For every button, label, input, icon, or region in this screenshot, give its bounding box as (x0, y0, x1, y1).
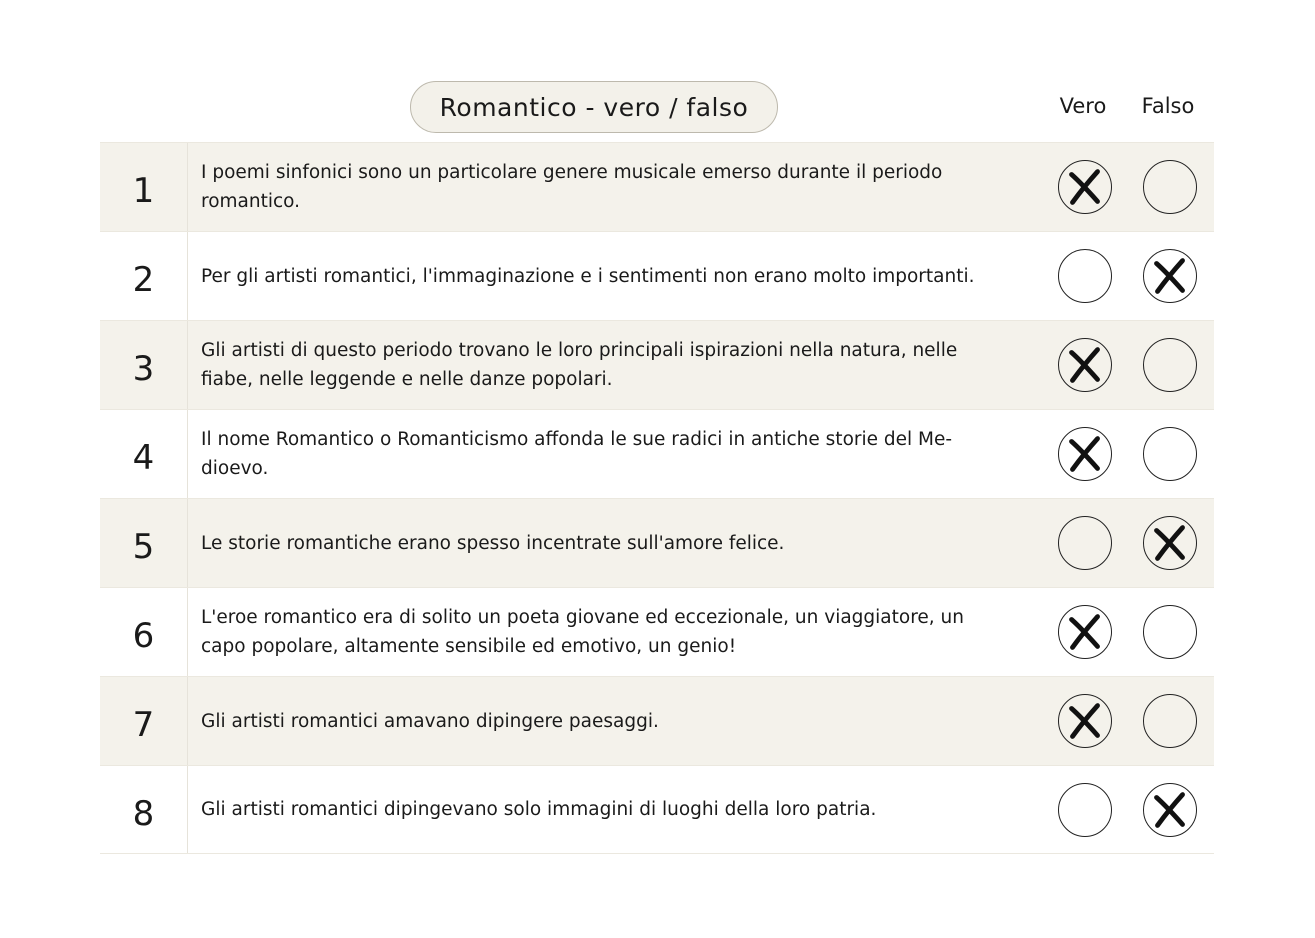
row-number: 5 (100, 499, 188, 587)
statement-text: Per gli artisti romantici, l'immaginazione e i sentimenti non erano molto importanti. (201, 265, 975, 287)
row-number: 4 (100, 410, 188, 498)
x-mark-icon (1144, 784, 1196, 836)
quiz-row (100, 231, 1214, 320)
x-mark-icon (1059, 339, 1111, 391)
vero-option[interactable] (1058, 160, 1112, 214)
vero-option[interactable] (1058, 338, 1112, 392)
falso-option[interactable] (1143, 160, 1197, 214)
falso-option[interactable] (1143, 605, 1197, 659)
page-title: Romantico - vero / falso (410, 81, 778, 133)
quiz-row (100, 765, 1214, 854)
vero-option[interactable] (1058, 694, 1112, 748)
quiz-row (100, 142, 1214, 231)
falso-option[interactable] (1143, 783, 1197, 837)
x-mark-icon (1144, 250, 1196, 302)
row-number: 7 (100, 677, 188, 765)
x-mark-icon (1059, 161, 1111, 213)
vero-option[interactable] (1058, 427, 1112, 481)
statement-text: L'eroe romantico era di solito un poeta giovane ed eccezionale, un viaggiatore, un capo popolare, altamente sensibile ed emotivo, un genio! (201, 607, 965, 657)
falso-option[interactable] (1143, 338, 1197, 392)
falso-option[interactable] (1143, 516, 1197, 570)
x-mark-icon (1059, 428, 1111, 480)
vero-option[interactable] (1058, 783, 1112, 837)
falso-option[interactable] (1143, 249, 1197, 303)
falso-option[interactable] (1143, 427, 1197, 481)
quiz-row (100, 320, 1214, 409)
x-mark-icon (1144, 517, 1196, 569)
header-falso: Falso (1141, 94, 1195, 118)
x-mark-icon (1059, 606, 1111, 658)
row-number: 1 (100, 143, 188, 231)
statement-text: Il nome Romantico o Romanticismo affonda le sue radici in antiche storie del Me-dioevo. (201, 429, 953, 479)
vero-option[interactable] (1058, 605, 1112, 659)
vero-option[interactable] (1058, 249, 1112, 303)
statement-text: I poemi sinfonici sono un particolare genere musicale emerso durante il periodo romantico. (201, 162, 943, 212)
statement-text: Le storie romantiche erano spesso incentrate sull'amore felice. (201, 532, 785, 554)
row-number: 8 (100, 766, 188, 853)
quiz-table (100, 142, 1214, 854)
statement-text: Gli artisti romantici dipingevano solo immagini di luoghi della loro patria. (201, 799, 877, 820)
falso-option[interactable] (1143, 694, 1197, 748)
quiz-row (100, 498, 1214, 587)
statement-text: Gli artisti romantici amavano dipingere paesaggi. (201, 710, 659, 732)
vero-option[interactable] (1058, 516, 1112, 570)
quiz-row (100, 409, 1214, 498)
quiz-row (100, 676, 1214, 765)
row-number: 6 (100, 588, 188, 676)
header-vero: Vero (1059, 94, 1107, 118)
x-mark-icon (1059, 695, 1111, 747)
statement-text: Gli artisti di questo periodo trovano le loro principali ispirazioni nella natura, nelle fiabe, nelle leggende e nelle danze popolari. (201, 340, 958, 390)
quiz-row (100, 587, 1214, 676)
row-number: 3 (100, 321, 188, 409)
row-number: 2 (100, 232, 188, 320)
